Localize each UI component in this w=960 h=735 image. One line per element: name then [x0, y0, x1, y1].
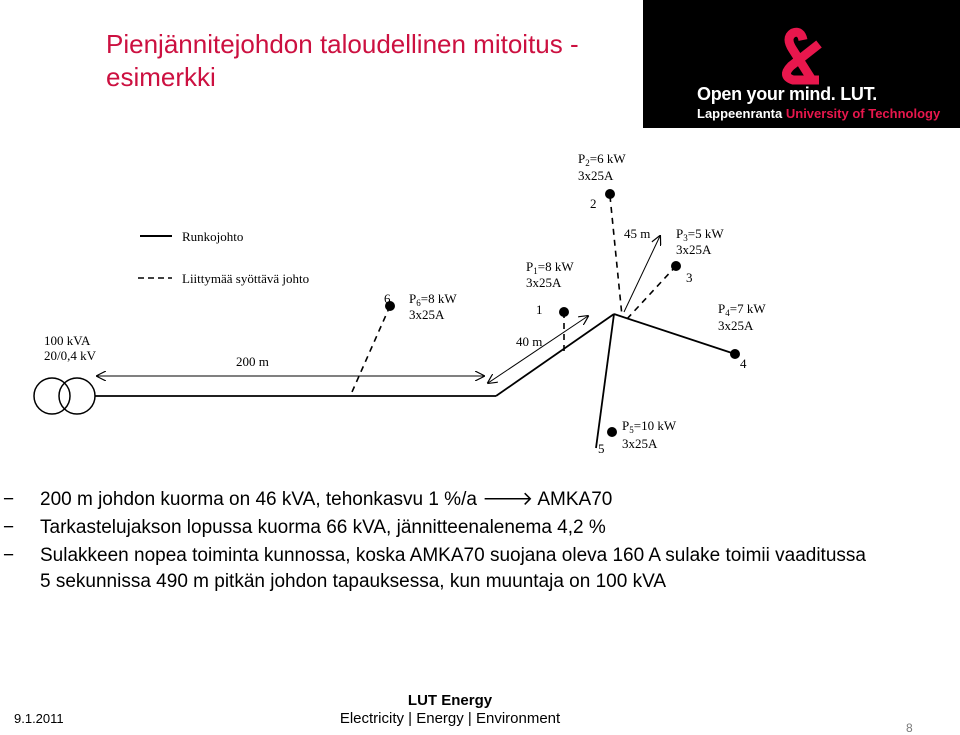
page-number: 8 [906, 721, 913, 735]
logo-tagline: Open your mind. LUT. [697, 84, 878, 104]
logo-institution: Lappeenranta University of Technology [697, 106, 941, 121]
footer-branding [330, 692, 570, 728]
load-6-power: $P_6=8$ kW [409, 291, 457, 308]
load-node-4 [730, 349, 740, 359]
service-line-2 [610, 196, 622, 316]
footer-date: 9.1.2011 [14, 711, 64, 726]
load-5-number: 5 [598, 441, 605, 456]
load-6-number: 6 [384, 291, 391, 306]
bullet-list [0, 487, 960, 597]
dimension-40m [488, 316, 588, 383]
bullet-item: − Tarkastelujakson lopussa kuorma 66 kVA, jännitteenalenema 4,2 % [0, 515, 960, 541]
load-node-2 [605, 189, 615, 199]
transformer-voltage: 20/0,4 kV [44, 348, 96, 363]
load-2-number: 2 [590, 196, 597, 211]
load-4-number: 4 [740, 356, 747, 371]
bullet-marker: − [3, 545, 15, 566]
transformer-winding-secondary [59, 378, 95, 414]
dimension-40m-label: 40 m [516, 334, 543, 349]
arrow-right-icon: 🡒 [482, 489, 534, 510]
load-5-power: $P_5=10$ kW [622, 418, 677, 435]
load-3-fuse: 3x25A [676, 242, 712, 257]
load-1-number: 1 [536, 302, 543, 317]
load-3-number: 3 [686, 270, 693, 285]
bullet-marker: − [3, 489, 15, 510]
dimension-45m-label: 45 m [624, 226, 651, 241]
load-2-power: $P_2=6$ kW [578, 151, 626, 168]
dimension-45m [624, 236, 660, 312]
load-3-power: $P_3=5$ kW [676, 226, 724, 243]
main-line-to-4 [614, 314, 735, 354]
load-1-fuse: 3x25A [526, 275, 562, 290]
main-line-segment [496, 314, 614, 396]
bullet-marker: − [3, 517, 15, 538]
footer-subtitle: Electricity | Energy | Environment [339, 710, 561, 727]
load-node-3 [671, 261, 681, 271]
bullet-item: − Sulakkeen nopea toiminta kunnossa, koska AMKA70 suojana oleva 160 A sulake toimii vaaditussa 5 sekunnissa 490 m pitkän johdon tapauksessa, kun muuntaja on 100 kVA [3, 545, 866, 592]
load-node-1 [559, 307, 569, 317]
transformer-rating: 100 kVA [44, 333, 91, 348]
slide-title: Pienjännitejohdon taloudellinen mitoitus - esimerkki [106, 29, 579, 92]
load-4-power: $P_4=7$ kW [718, 301, 766, 318]
load-2-fuse: 3x25A [578, 168, 614, 183]
logo-institution-accent: University of Technology [785, 106, 941, 121]
load-5-fuse: 3x25A [622, 436, 658, 451]
footer-brand: LUT Energy [407, 692, 493, 709]
load-node-5 [607, 427, 617, 437]
load-6-fuse: 3x25A [409, 307, 445, 322]
bullet-item: − 200 m johdon kuorma on 46 kVA, tehonkasvu 1 %/a 🡒 AMKA70 [0, 487, 960, 513]
dimension-200m-label: 200 m [236, 354, 269, 369]
legend-branch-label: Liittymää syöttävä johto [182, 271, 310, 286]
load-1-power: $P_1=8$ kW [526, 259, 574, 276]
service-line-6 [352, 306, 390, 392]
legend-main-label: Runkojohto [182, 229, 244, 244]
load-4-fuse: 3x25A [718, 318, 754, 333]
